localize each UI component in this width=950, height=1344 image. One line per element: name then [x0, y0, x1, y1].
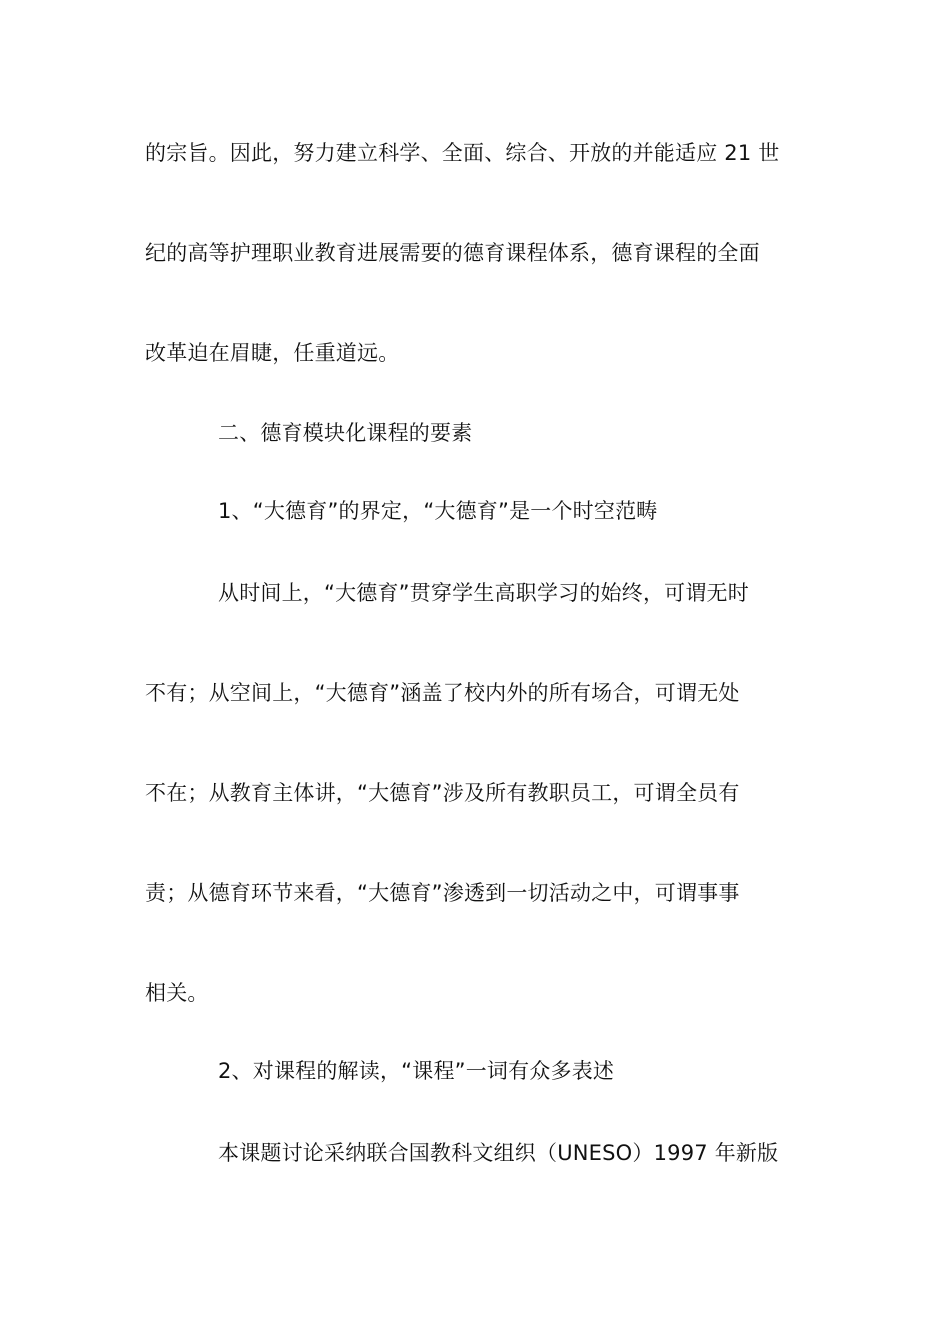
body-text-line: 不在；从教育主体讲，“大德育”涉及所有教职员工，可谓全员有: [145, 781, 740, 805]
body-text-line: 的宗旨。因此，努力建立科学、全面、综合、开放的并能适应 21 世: [145, 141, 780, 165]
subsection-heading: 2、对课程的解读，“课程”一词有众多表述: [218, 1059, 615, 1083]
subsection-heading: 1、“大德育”的界定，“大德育”是一个时空范畴: [218, 499, 658, 523]
paragraph-first-line: 本课题讨论采纳联合国教科文组织（UNESO）1997 年新版: [218, 1141, 779, 1165]
body-text-line: 改革迫在眉睫，任重道远。: [145, 341, 400, 365]
body-text-line: 相关。: [145, 981, 209, 1005]
body-text-line: 责；从德育环节来看，“大德育”渗透到一切活动之中，可谓事事: [145, 881, 740, 905]
body-text-line: 纪的高等护理职业教育进展需要的德育课程体系，德育课程的全面: [145, 241, 760, 265]
paragraph-first-line: 从时间上，“大德育”贯穿学生高职学习的始终，可谓无时: [218, 581, 749, 605]
section-heading: 二、德育模块化课程的要素: [218, 421, 473, 445]
body-text-line: 不有；从空间上，“大德育”涵盖了校内外的所有场合，可谓无处: [145, 681, 740, 705]
